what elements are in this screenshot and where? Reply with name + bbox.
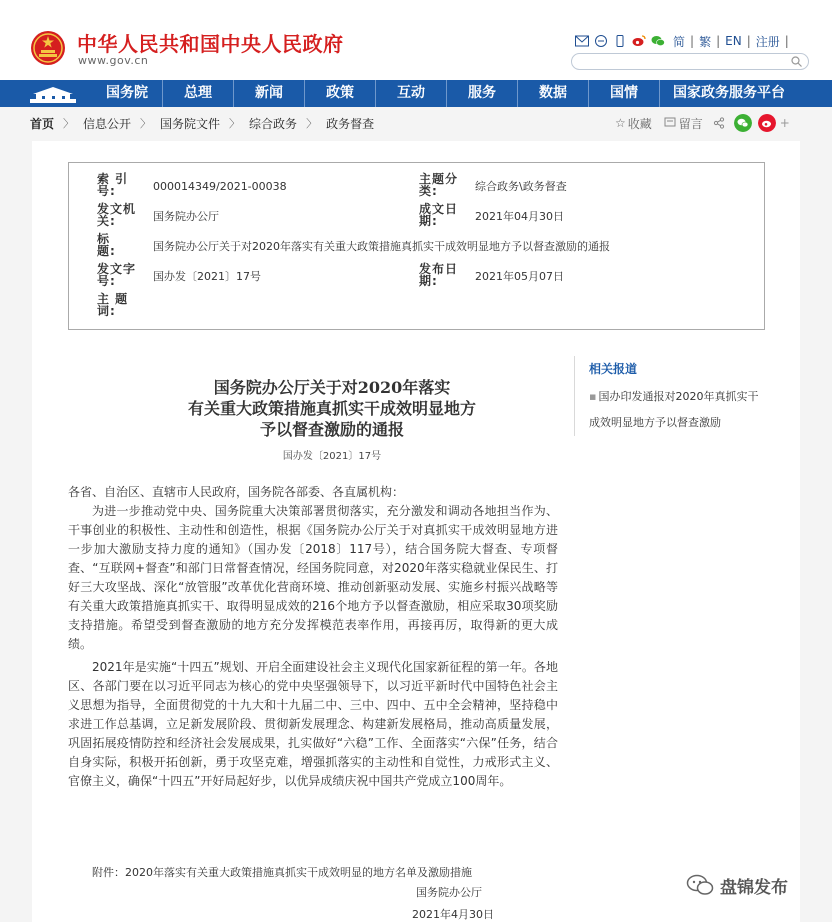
meta-issuer-value: 国务院办公厅 [153,210,219,223]
meta-published-value: 2021年05月07日 [475,270,564,283]
comment-label: 留言 [678,116,703,131]
favorite-label: 收藏 [627,116,652,131]
article-title-line: 予以督查激励的通报 [259,420,404,439]
article-body [68,483,558,791]
breadcrumb [30,113,374,133]
wechat-watermark [686,870,788,900]
related-report-label: 国办印发通报对2020年真抓实干成效明显地方予以督查激励 [589,390,759,429]
share-icon[interactable] [713,117,725,129]
mail-icon[interactable] [575,35,589,47]
weibo-share-icon[interactable] [758,114,776,132]
chevron-right-icon: 〉 [63,117,75,130]
divider: | [690,34,695,48]
star-icon: ☆ [615,116,626,130]
article-paragraph: 为进一步推动党中央、国务院重大决策部署贯彻落实，充分激发和调动各地担当作为、干事创业的积极性、主动性和创造性，根据《国务院办公厅关于对真抓实干成效明显地方进一步加大激励支持力度的通知》（国办发〔2018〕117号），结合国务院大督查、专项督查、“互联网+督查”和部门日常督查情况，经国务院同意，对2020年落实稳就业保民生、打好三大攻坚战、深化“放管服”改革优化营商环境、推动创新驱动发展、实施乡村振兴战略等有关重大政策措施真抓实干、取得明显成效的216个地方予以督查激励，相应采取30项奖励支持措施。希望受到督查激励的地方充分发挥模范表率作用，再接再厉，取得新的更大成绩。 [68,504,558,651]
meta-published-label: 发布日期: [419,262,459,288]
meta-created-value: 2021年04月30日 [475,210,564,223]
comment-icon [664,117,676,129]
nav-item-data[interactable]: 数据 [517,80,588,107]
lang-traditional-link[interactable]: 繁 [699,34,712,49]
article-paragraph: 2021年是实施“十四五”规划、开启全面建设社会主义现代化国家新征程的第一年。各地区、各部门要在以习近平同志为核心的党中央坚强领导下，以习近平新时代中国特色社会主义思想为指导，全面贯彻党的十九大和十九届二中、三中、四中、五中全会精神，坚持稳中求进工作总基调，立足新发展阶段、贯彻新发展理念、构建新发展格局，推动高质量发展，巩固拓展疫情防控和经济社会发展成果，扎实做好“六稳”工作、全面落实“六保”任务，结合自身实际，积极开拓创新，勇于攻坚克难，增强抓落实的主动性和自觉性，力戒形式主义、官僚主义，确保“十四五”开好局起好步，以优异成绩庆祝中国共产党成立100周年。 [68,660,558,788]
bullet-icon: ▪ [589,390,597,403]
article-greeting: 各省、自治区、直辖市人民政府，国务院各部委、各直属机构： [68,485,405,499]
weibo-icon[interactable] [632,35,646,47]
article-title-line: 国务院办公厅关于对2020年落实 [213,378,451,397]
related-reports [574,356,775,436]
meta-docno-label: 发文字号: [97,262,137,288]
watermark-text: 盘锦发布 [720,877,788,898]
site-header [0,0,832,80]
search-input[interactable] [571,53,809,70]
lang-english-link[interactable]: EN [725,34,742,48]
nav-items [92,80,798,107]
divider: | [716,34,721,48]
nav-item-services[interactable]: 服务 [446,80,517,107]
favorite-button[interactable] [615,115,652,132]
meta-created-label: 成文日期: [419,202,459,228]
site-name[interactable]: 中华人民共和国中央人民政府 [77,32,344,56]
nav-item-policy[interactable]: 政策 [304,80,375,107]
more-share-button[interactable]: + [779,116,790,130]
meta-keywords-label: 主 题 词: [97,292,129,318]
national-emblem-icon[interactable] [30,30,66,66]
breadcrumb-item[interactable]: 政务督查 [326,116,375,131]
meta-category-label: 主题分类: [419,172,459,198]
site-url[interactable]: www.gov.cn [78,54,149,67]
wechat-share-icon[interactable] [734,114,752,132]
article-doc-number: 国办发〔2021〕17号 [282,451,382,462]
nav-item-national-info[interactable]: 国情 [588,80,659,107]
meta-index-label: 索 引 号: [97,172,129,198]
wechat-watermark-icon [686,873,714,897]
search-icon[interactable] [791,56,802,67]
chevron-right-icon: 〉 [306,117,318,130]
related-report-link[interactable] [589,384,767,436]
mobile-icon[interactable] [613,35,627,47]
nav-item-service-platform[interactable]: 国家政务服务平台 [659,80,798,107]
breadcrumb-home-link[interactable]: 首页 [30,116,55,131]
header-tools [575,33,791,49]
nav-item-state-council[interactable]: 国务院 [106,85,148,101]
meta-category-value: 综合政务\政务督查 [475,180,567,193]
meta-docno-value: 国办发〔2021〕17号 [153,270,261,283]
article-title [130,377,534,440]
nav-item-premier[interactable]: 总理 [162,80,233,107]
meta-index-value: 000014349/2021-00038 [153,180,287,193]
divider: | [784,34,789,48]
meta-title-value: 国务院办公厅关于对2020年落实有关重大政策措施真抓实干成效明显地方予以督查激励的通报 [153,240,610,253]
tiananmen-home-icon[interactable] [28,84,78,104]
article-attachment-link[interactable]: 附件：2020年落实有关重大政策措施真抓实干成效明显的地方名单及激励措施 [92,866,472,879]
message-icon[interactable] [594,35,608,47]
main-nav [0,80,832,107]
lang-simplified-link[interactable]: 简 [673,34,686,49]
meta-title-label: 标 题: [97,232,116,258]
share-toolbar [615,113,790,133]
nav-item-interaction[interactable]: 互动 [375,80,446,107]
breadcrumb-item[interactable]: 国务院文件 [160,116,221,131]
divider: | [746,34,751,48]
related-reports-title: 相关报道 [589,362,638,376]
document-meta-table [68,162,765,330]
register-link[interactable]: 注册 [755,34,780,49]
article-signature-date: 2021年4月30日 [412,908,494,921]
comment-button[interactable] [664,115,703,132]
chevron-right-icon: 〉 [140,117,152,130]
breadcrumb-item[interactable]: 信息公开 [83,116,132,131]
meta-issuer-label: 发文机关: [97,202,137,228]
article-title-line: 有关重大政策措施真抓实干成效明显地方 [187,399,476,418]
breadcrumb-item[interactable]: 综合政务 [249,116,298,131]
nav-item-news[interactable]: 新闻 [233,80,304,107]
article-signature-org: 国务院办公厅 [416,886,482,899]
wechat-icon[interactable] [651,35,665,47]
chevron-right-icon: 〉 [229,117,241,130]
